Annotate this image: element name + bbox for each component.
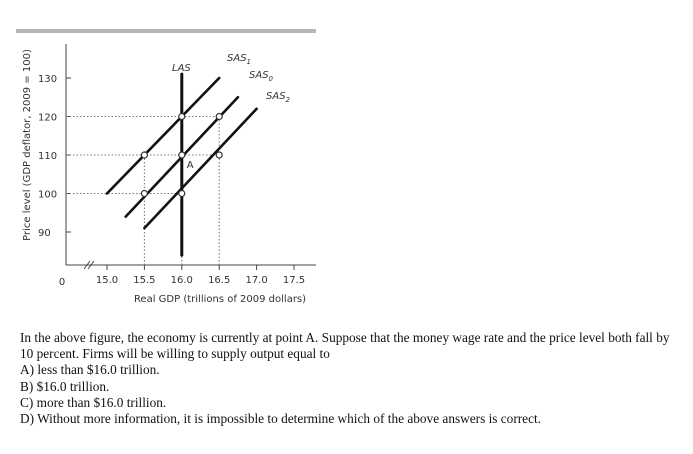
x-tick-label-16.5: 16.5 (208, 275, 231, 286)
option-b[interactable]: B) $16.0 trillion. (20, 378, 110, 394)
equilibrium-point-4 (179, 191, 185, 197)
option-c[interactable]: C) more than $16.0 trillion. (20, 394, 167, 410)
y-tick-label-100: 100 (38, 189, 58, 201)
equilibrium-point-2 (179, 114, 185, 120)
x-tick-label-16: 16.0 (170, 275, 193, 286)
question-stem: In the above figure, the economy is currently at point A. Suppose that the money wage rate and the price level both fall by 10 percent. Firms will be willing to supply output equal to (20, 330, 670, 362)
x-axis-title: Real GDP (trillions of 2009 dollars) (133, 294, 307, 305)
point-a-label: A (186, 160, 194, 171)
series-label-sas1: $SAS_1$ (227, 53, 252, 66)
y-axis-title: Price level (GDP deflator, 2009 = 100) (22, 49, 33, 241)
equilibrium-point-0 (141, 152, 147, 158)
y-tick-label-90: 90 (38, 228, 51, 239)
x-tick-label-15: 15.0 (95, 275, 119, 286)
series-label-sas0: $SAS_0$ (249, 70, 274, 83)
equilibrium-point-1 (141, 191, 147, 197)
y-tick-label-120: 120 (38, 112, 58, 124)
series-line-sas2 (144, 109, 256, 228)
series-label-sub-sas1: 1 (246, 58, 252, 66)
option-d[interactable]: D) Without more information, it is impossible to determine which of the above answers is correct. (20, 411, 542, 427)
series-label-las: LAS (172, 63, 191, 74)
x-tick-label-17.5: 17.5 (282, 275, 306, 286)
series-label-sub-sas0: 0 (268, 75, 274, 83)
x-tick-label-17: 17.0 (245, 275, 268, 286)
equilibrium-point-6 (216, 152, 222, 158)
x-tick-label-15.5: 15.5 (133, 275, 156, 286)
equilibrium-point-3 (179, 152, 185, 158)
origin-label: 0 (58, 277, 66, 288)
series-label-sas2: $SAS_2$ (266, 91, 291, 104)
y-tick-label-130: 130 (38, 74, 58, 85)
equilibrium-point-5 (216, 114, 222, 120)
series-label-sub-sas2: 2 (285, 96, 291, 104)
question-block (20, 330, 685, 427)
option-a[interactable]: A) less than $16.0 trillion. (20, 362, 160, 378)
y-tick-label-110: 110 (38, 151, 58, 162)
